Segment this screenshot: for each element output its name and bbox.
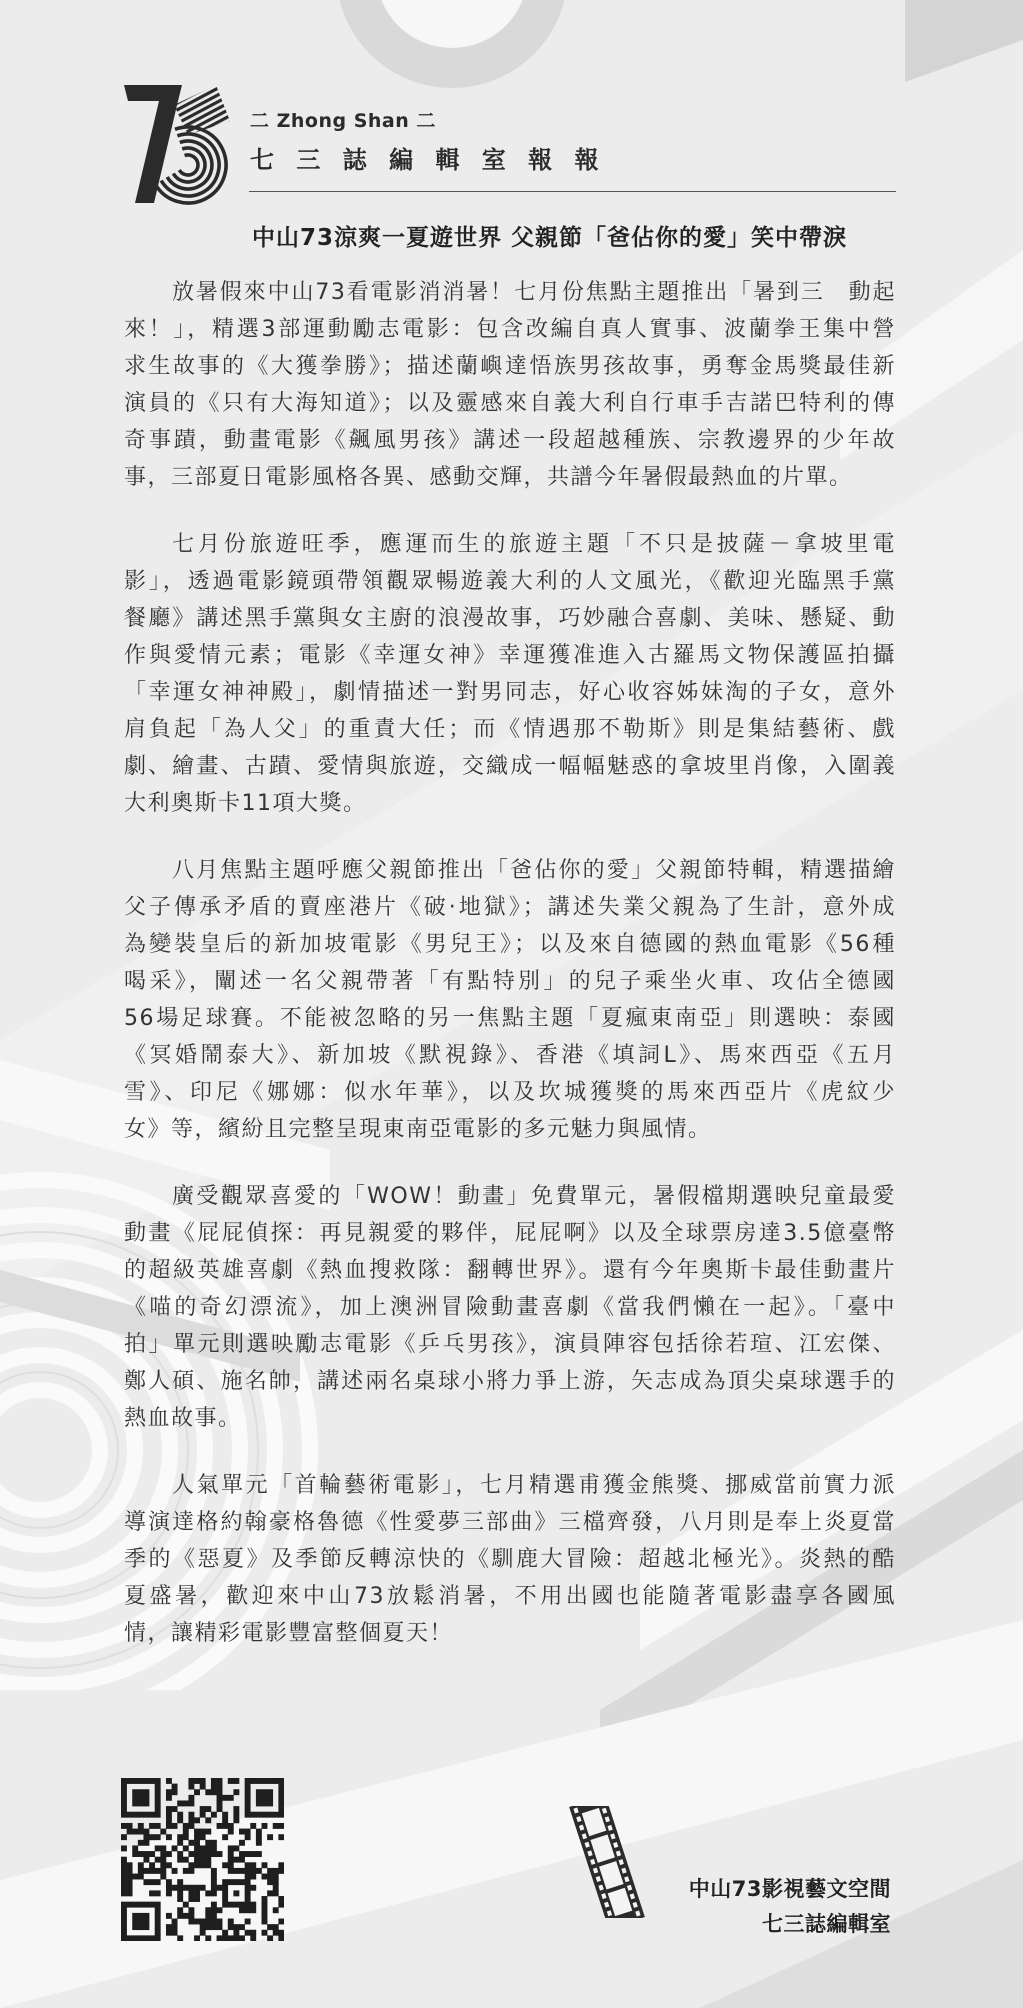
article-paragraph bbox=[124, 1178, 896, 1437]
paragraph-line: 作與愛情元素；電影《幸運女神》幸運獲准進入古羅馬文物保護區拍攝 bbox=[124, 643, 896, 668]
paragraph-line: 父子傳承矛盾的賣座港片《破·地獄》；講述失業父親為了生計，意外成 bbox=[124, 895, 896, 920]
paragraph-line: 「幸運女神神殿」，劇情描述一對男同志，好心收容姊妹淘的子女，意外 bbox=[124, 680, 896, 705]
film-strip-icon bbox=[566, 1806, 648, 1918]
paragraph-line: 八月焦點主題呼應父親節推出「爸佔你的愛」父親節特輯，精選描繪 bbox=[172, 858, 896, 883]
film-strip-band bbox=[569, 1806, 645, 1918]
paragraph-line: 56場足球賽。不能被忽略的另一焦點主題「夏瘋東南亞」則選映：泰國 bbox=[124, 1006, 896, 1031]
article-body bbox=[124, 274, 896, 1652]
newsletter-name: 七 三 誌 編 輯 室 報 報 bbox=[250, 146, 606, 174]
article-paragraph bbox=[124, 1467, 896, 1652]
paragraph-line: 來！」，精選3部運動勵志電影：包含改編自真人實事、波蘭拳王集中營 bbox=[124, 317, 896, 342]
paragraph-line: 奇事蹟，動畫電影《飆風男孩》講述一段超越種族、宗教邊界的少年故 bbox=[124, 428, 896, 453]
paragraph-line: 季的《惡夏》及季節反轉涼快的《馴鹿大冒險：超越北極光》。炎熱的酷 bbox=[124, 1547, 896, 1572]
header-divider bbox=[249, 191, 896, 192]
paragraph-line: 熱血故事。 bbox=[124, 1406, 242, 1431]
zhongshan-73-logo bbox=[122, 83, 232, 205]
brand-line: 二 Zhong Shan 二 bbox=[250, 110, 436, 132]
paragraph-line: 肩負起「為人父」的重責大任；而《情遇那不勒斯》則是集結藝術、戲 bbox=[124, 717, 896, 742]
paragraph-line: 求生故事的《大獲拳勝》；描述蘭嶼達悟族男孩故事，勇奪金馬獎最佳新 bbox=[124, 354, 896, 379]
paragraph-line: 情，讓精彩電影豐富整個夏天！ bbox=[124, 1621, 454, 1646]
article-paragraph bbox=[124, 526, 896, 822]
paragraph-line: 《冥婚鬧泰大》、新加坡《默視錄》、香港《填詞L》、馬來西亞《五月 bbox=[124, 1043, 896, 1068]
paragraph-line: 演員的《只有大海知道》；以及靈感來自義大利自行車手吉諾巴特利的傳 bbox=[124, 391, 896, 416]
editor-name: 七三誌編輯室 bbox=[762, 1912, 891, 1936]
paragraph-line: 放暑假來中山73看電影消消暑！七月份焦點主題推出「暑到三 動起 bbox=[172, 280, 896, 305]
paragraph-line: 動畫《屁屁偵探：再見親愛的夥伴，屁屁啊》以及全球票房達3.5億臺幣 bbox=[124, 1221, 896, 1246]
paragraph-line: 夏盛暑，歡迎來中山73放鬆消暑，不用出國也能隨著電影盡享各國風 bbox=[124, 1584, 896, 1609]
paragraph-line: 事，三部夏日電影風格各異、感動交輝，共譜今年暑假最熱血的片單。 bbox=[124, 465, 853, 490]
paragraph-line: 劇、繪畫、古蹟、愛情與旅遊，交織成一幅幅魅惑的拿坡里肖像，入圍義 bbox=[124, 754, 896, 779]
qr-code bbox=[121, 1778, 284, 1941]
article-title: 中山73涼爽一夏遊世界 父親節「爸佔你的愛」笑中帶淚 bbox=[252, 225, 848, 251]
paragraph-line: 大利奧斯卡11項大獎。 bbox=[124, 791, 367, 816]
article-paragraph bbox=[124, 274, 896, 496]
paragraph-line: 女》等，繽紛且完整呈現東南亞電影的多元魅力與風情。 bbox=[124, 1117, 712, 1142]
venue-name: 中山73影視藝文空間 bbox=[688, 1877, 891, 1901]
paragraph-line: 餐廳》講述黑手黨與女主廚的浪漫故事，巧妙融合喜劇、美味、懸疑、動 bbox=[124, 606, 896, 631]
paragraph-line: 喝采》，闡述一名父親帶著「有點特別」的兒子乘坐火車、攻佔全德國 bbox=[124, 969, 896, 994]
paragraph-line: 的超級英雄喜劇《熱血搜救隊：翻轉世界》。還有今年奧斯卡最佳動畫片 bbox=[124, 1258, 896, 1283]
footer-credits bbox=[689, 1872, 891, 1942]
paragraph-line: 為變裝皇后的新加坡電影《男兒王》；以及來自德國的熱血電影《56種 bbox=[124, 932, 896, 957]
paragraph-line: 人氣單元「首輪藝術電影」，七月精選甫獲金熊獎、挪威當前實力派 bbox=[172, 1473, 896, 1498]
paragraph-line: 影」，透過電影鏡頭帶領觀眾暢遊義大利的人文風光，《歡迎光臨黑手黨 bbox=[124, 569, 896, 594]
article-paragraph bbox=[124, 852, 896, 1148]
paragraph-line: 《喵的奇幻漂流》，加上澳洲冒險動畫喜劇《當我們懶在一起》。「臺中 bbox=[124, 1295, 896, 1320]
paragraph-line: 拍」單元則選映勵志電影《乒乓男孩》，演員陣容包括徐若瑄、江宏傑、 bbox=[124, 1332, 896, 1357]
paragraph-line: 雪》、印尼《娜娜：似水年華》，以及坎城獲獎的馬來西亞片《虎紋少 bbox=[124, 1080, 896, 1105]
paragraph-line: 導演達格約翰豪格魯德《性愛夢三部曲》三檔齊發，八月則是奉上炎夏當 bbox=[124, 1510, 896, 1535]
paragraph-line: 廣受觀眾喜愛的「WOW！動畫」免費單元，暑假檔期選映兒童最愛 bbox=[172, 1184, 896, 1209]
paragraph-line: 七月份旅遊旺季，應運而生的旅遊主題「不只是披薩－拿坡里電 bbox=[172, 532, 896, 557]
paragraph-line: 鄭人碩、施名帥，講述兩名桌球小將力爭上游，矢志成為頂尖桌球選手的 bbox=[124, 1369, 896, 1394]
